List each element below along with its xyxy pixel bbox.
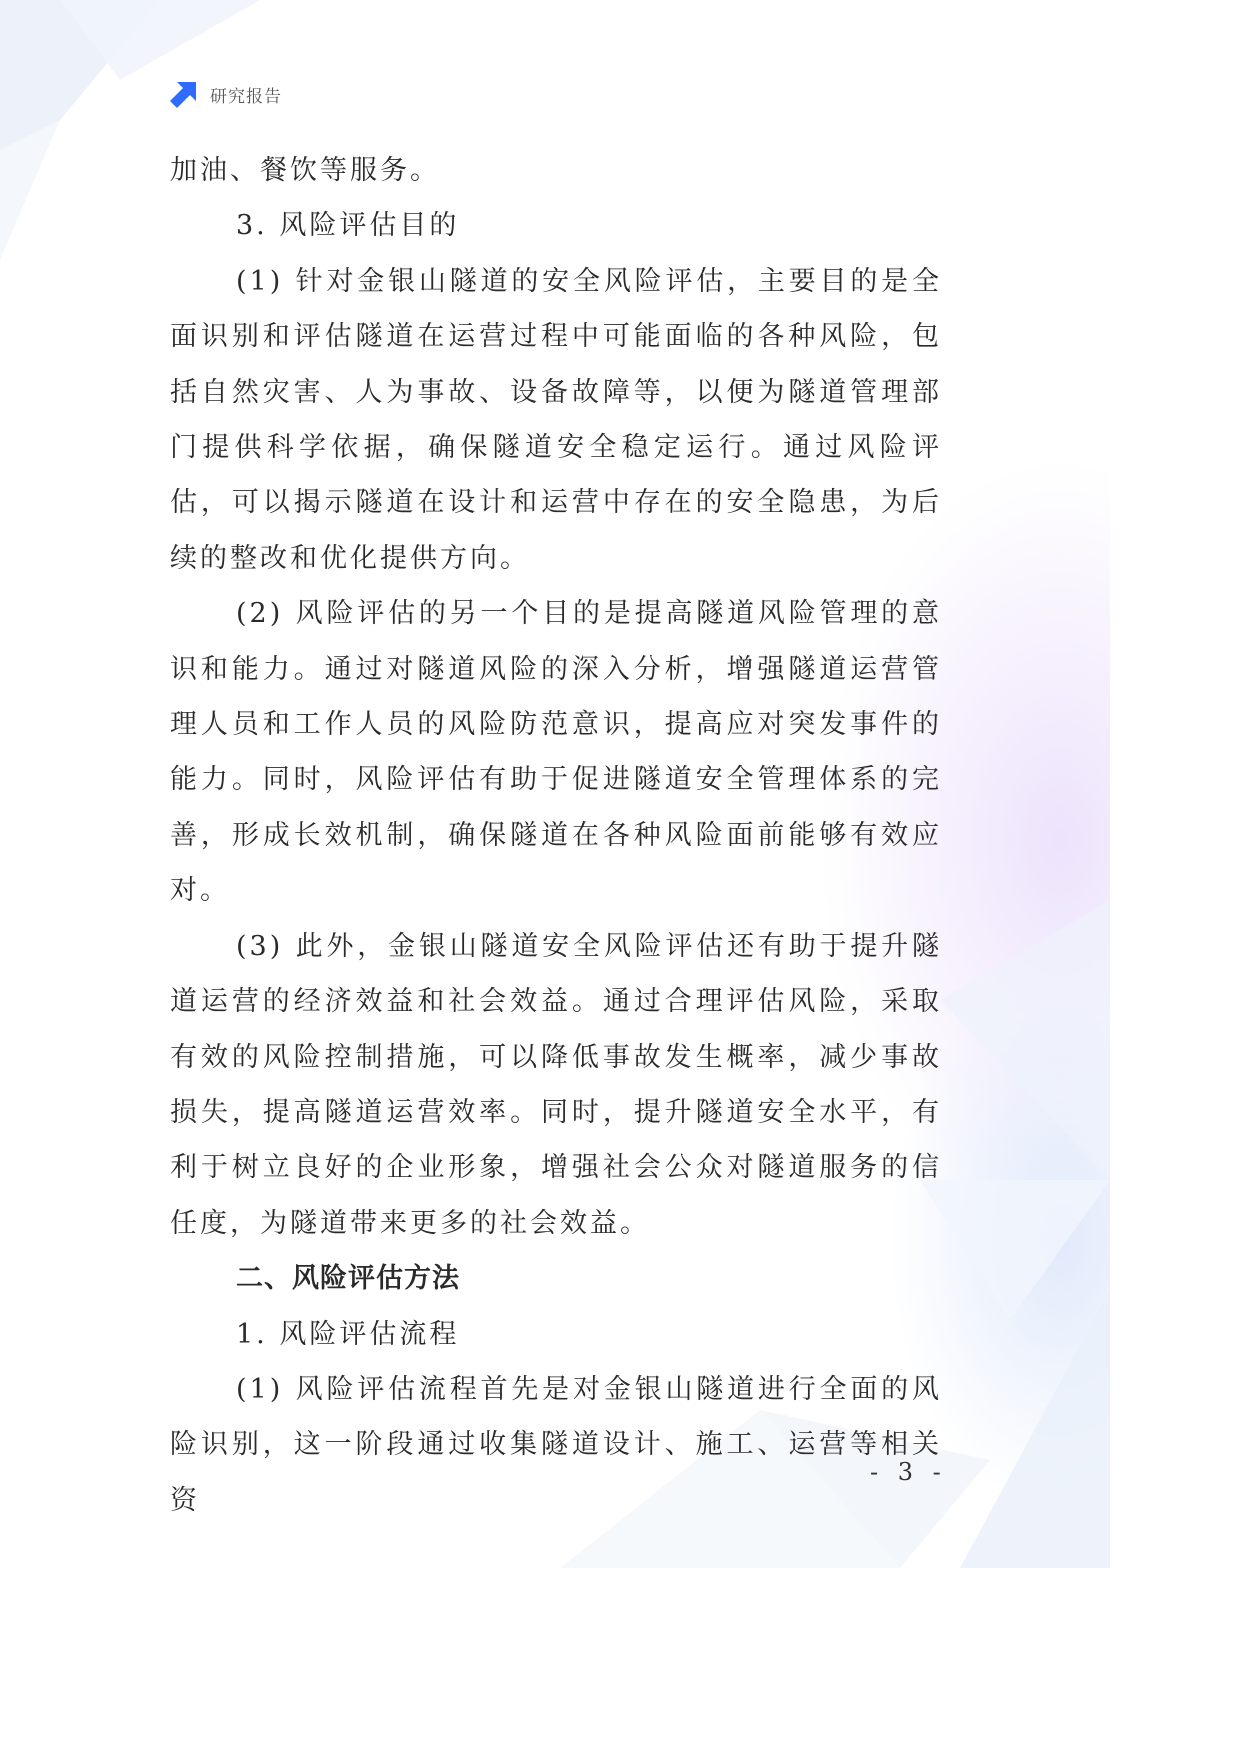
body-paragraph: (2) 风险评估的另一个目的是提高隧道风险管理的意识和能力。通过对隧道风险的深入分析，增强隧道运营管理人员和工作人员的风险防范意识，提高应对突发事件的能力。同时，风险评估有助于促进隧道安全管理体系的完善，形成长效机制，确保隧道在各种风险面前能够有效应对。 — [170, 598, 942, 907]
section-heading: 3. 风险评估目的 — [236, 210, 460, 242]
body-paragraph: 加油、餐饮等服务。 — [170, 155, 440, 186]
brand-label: 研究报告 — [210, 86, 282, 107]
page-number: - 3 - — [870, 1458, 947, 1486]
diagonal-arrow-icon — [168, 78, 200, 110]
document-body — [170, 143, 942, 1528]
body-paragraph: (1) 针对金银山隧道的安全风险评估，主要目的是全面识别和评估隧道在运营过程中可能面临的各种风险，包括自然灾害、人为事故、设备故障等，以便为隧道管理部门提供科学依据，确保隧道安全稳定运行。通过风险评估，可以揭示隧道在设计和运营中存在的安全隐患，为后续的整改和优化提供方向。 — [170, 265, 942, 574]
page-header — [168, 78, 282, 110]
body-paragraph: (1) 风险评估流程首先是对金银山隧道进行全面的风险识别，这一阶段通过收集隧道设计、施工、运营等相关资 — [170, 1373, 942, 1516]
chapter-heading: 二、风险评估方法 — [236, 1263, 460, 1295]
section-heading: 1. 风险评估流程 — [236, 1318, 460, 1350]
body-paragraph: (3) 此外，金银山隧道安全风险评估还有助于提升隧道运营的经济效益和社会效益。通过合理评估风险，采取有效的风险控制措施，可以降低事故发生概率，减少事故损失，提高隧道运营效率。同时，提升隧道安全水平，有利于树立良好的企业形象，增强社会公众对隧道服务的信任度，为隧道带来更多的社会效益。 — [170, 930, 942, 1239]
